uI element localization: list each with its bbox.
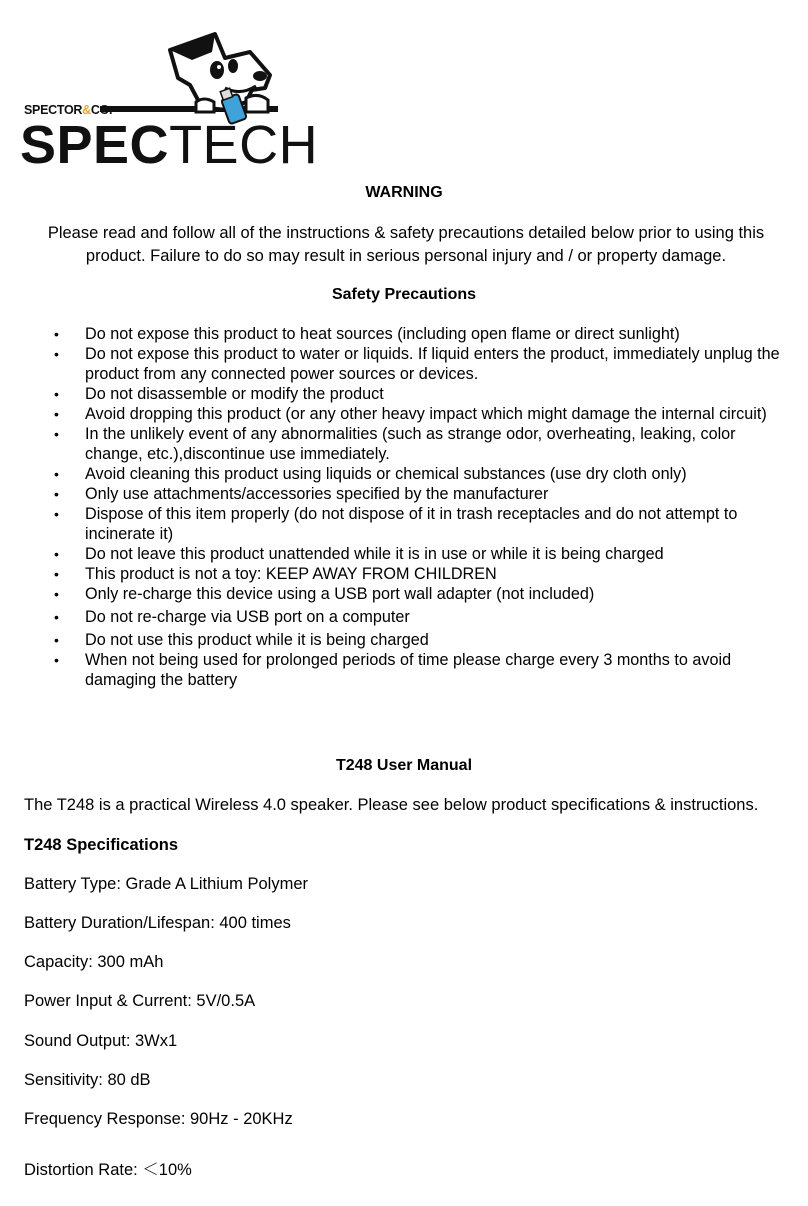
precaution-item: • When not being used for prolonged periods of time please charge every 3 months to avoid damaging the battery	[0, 650, 800, 690]
specifications-heading: T248 Specifications	[24, 836, 179, 854]
spectech-logo	[20, 30, 319, 175]
brand-small-amp: &	[82, 103, 91, 117]
safety-precautions-title: Safety Precautions	[331, 286, 477, 303]
precaution-item: • Only re-charge this device using a USB port wall adapter (not included)	[0, 584, 800, 604]
warning-title: WARNING	[365, 184, 443, 201]
precaution-item: • Avoid dropping this product (or any other heavy impact which might damage the internal circuit)	[0, 404, 800, 424]
spectech-wordmark	[20, 115, 319, 175]
precaution-item: • Dispose of this item properly (do not dispose of it in trash receptacles and do not attempt to incinerate it)	[0, 504, 800, 544]
brand-big-b: TECH	[169, 115, 319, 175]
precaution-item: • Do not disassemble or modify the product	[0, 384, 800, 404]
spec-frequency-response: Frequency Response: 90Hz - 20KHz	[24, 1110, 293, 1128]
brand-big-a: SPEC	[20, 115, 170, 175]
brand-small-a: SPECTOR	[24, 103, 83, 117]
spec-power-input: Power Input & Current: 5V/0.5A	[24, 992, 256, 1010]
precaution-item: • This product is not a toy: KEEP AWAY FROM CHILDREN	[0, 564, 800, 584]
brand-small-b: CO.	[90, 103, 113, 117]
precaution-item: • In the unlikely event of any abnormalities (such as strange odor, overheating, leaking, color change, etc.),discontinue use immediately.	[0, 424, 800, 464]
spec-battery-lifespan: Battery Duration/Lifespan: 400 times	[24, 914, 291, 932]
safety-precautions-list	[0, 324, 800, 690]
precaution-item: • Do not expose this product to water or liquids. If liquid enters the product, immediately unplug the product from any connected power sources or devices.	[0, 344, 800, 384]
spec-sensitivity: Sensitivity: 80 dB	[24, 1071, 151, 1089]
precaution-item: • Do not use this product while it is being charged	[0, 630, 800, 650]
precaution-item: • Only use attachments/accessories specified by the manufacturer	[0, 484, 800, 504]
spec-distortion-rate: Distortion Rate: ＜10%	[24, 1161, 192, 1179]
spec-sound-output: Sound Output: 3Wx1	[24, 1032, 178, 1050]
precaution-item: • Do not leave this product unattended while it is in use or while it is being charged	[0, 544, 800, 564]
precaution-item: • Avoid cleaning this product using liquids or chemical substances (use dry cloth only)	[0, 464, 800, 484]
warning-intro: Please read and follow all of the instructions & safety precautions detailed below prior to using this product. Failure to do so may result in serious personal injury and / or property damage.	[47, 224, 765, 265]
manual-intro: The T248 is a practical Wireless 4.0 speaker. Please see below product specifications & instructions.	[24, 796, 759, 814]
precaution-item: • Do not re-charge via USB port on a computer	[0, 607, 800, 627]
user-manual-title: T248 User Manual	[335, 757, 473, 774]
precaution-item: • Do not expose this product to heat sources (including open flame or direct sunlight)	[0, 324, 800, 344]
spec-capacity: Capacity: 300 mAh	[24, 953, 164, 971]
spec-battery-type: Battery Type: Grade A Lithium Polymer	[24, 875, 308, 893]
